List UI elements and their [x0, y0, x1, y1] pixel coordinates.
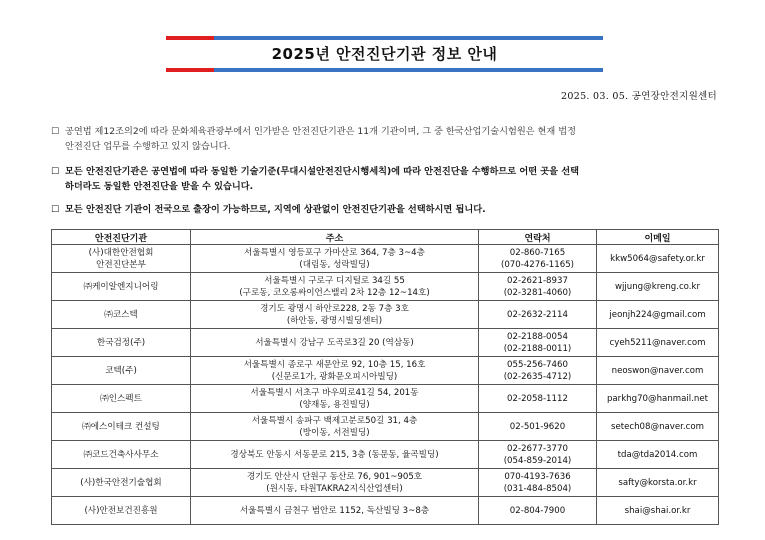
cell-line: 경기도 안산시 단원구 동산로 76, 901~905호 [246, 471, 423, 482]
notice-paragraph-2 [51, 164, 721, 194]
cell-line: (방이동, 서전빌딩) [299, 427, 370, 438]
notice-line: 하더라도 동일한 안전진단을 받을 수 있습니다. [65, 181, 254, 192]
table-row [52, 273, 719, 301]
email-cell [597, 245, 719, 273]
address-cell [191, 329, 479, 357]
title-rule-red-segment [166, 36, 214, 40]
agency-cell [52, 441, 191, 469]
address-cell [191, 497, 479, 525]
cell-line: (054-859-2014) [503, 455, 572, 466]
agency-cell [52, 301, 191, 329]
email-cell [597, 385, 719, 413]
checkbox-bullet-icon: ☐ [51, 166, 60, 177]
cell-line: 02-2058-1112 [507, 393, 568, 404]
checkbox-bullet-icon: ☐ [51, 204, 60, 215]
email-cell [597, 469, 719, 497]
table-header-row [52, 230, 719, 245]
cell-line: (02-3281-4060) [503, 287, 572, 298]
notice-paragraph-1 [51, 124, 721, 154]
cell-line: parkhg70@hanmail.net [606, 393, 709, 404]
cell-line: 경상북도 안동시 서동문로 215, 3층 (동문동, 율곡빌딩) [230, 449, 439, 460]
contact-cell [479, 273, 597, 301]
cell-line: ㈜에스이테크 컨설팅 [82, 421, 160, 432]
notice-paragraph-3 [51, 202, 721, 217]
title-bottom-rule [166, 68, 603, 72]
cell-line: 서울특별시 구로구 디지털로 34길 55 [264, 275, 405, 286]
header-contact: 연락처 [479, 230, 597, 245]
address-cell [191, 245, 479, 273]
address-cell [191, 413, 479, 441]
cell-line: jeonjh224@gmail.com [609, 309, 706, 320]
cell-line: safty@korsta.or.kr [618, 477, 697, 488]
cell-line: neoswon@naver.com [611, 365, 704, 376]
cell-line: cyeh5211@naver.com [609, 337, 706, 348]
title-rule-blue-segment [214, 36, 603, 40]
email-cell [597, 357, 719, 385]
title-rule-blue-segment [214, 68, 603, 72]
cell-line: ㈜코스텍 [104, 309, 138, 320]
agency-cell [52, 329, 191, 357]
notice-line: 안전진단 업무를 수행하고 있지 않습니다. [65, 141, 231, 152]
contact-cell [479, 385, 597, 413]
cell-line: ㈜케이알엔지니어링 [83, 281, 159, 292]
table-row [52, 245, 719, 273]
cell-line: tda@tda2014.com [617, 449, 698, 460]
address-cell [191, 357, 479, 385]
cell-line: (구로동, 코오롱싸이언스밸리 2차 12층 12~14호) [239, 287, 430, 298]
notice-line: 공연법 제12조의2에 따라 문화체육관광부에서 인가받은 안전진단기관은 11개 기관이며, 그 중 한국산업기술시험원은 현재 법정 [65, 126, 576, 137]
cell-line: 코텍(주) [105, 365, 137, 376]
agency-cell [52, 273, 191, 301]
contact-cell [479, 413, 597, 441]
email-cell [597, 273, 719, 301]
email-cell [597, 413, 719, 441]
email-cell [597, 329, 719, 357]
cell-line: 서울특별시 송파구 백제고분로50길 31, 4층 [251, 415, 418, 426]
table-row [52, 469, 719, 497]
agency-table [51, 229, 719, 525]
cell-line: 서울특별시 종로구 새문안로 92, 10층 15, 16호 [243, 359, 426, 370]
cell-line: (원시동, 타원TAKRA2지식산업센터) [266, 483, 403, 494]
cell-line: (하안동, 광명시빌딩센터) [286, 315, 383, 326]
cell-line: (대림동, 성락빌딩) [299, 259, 370, 270]
table-row [52, 441, 719, 469]
cell-line: shai@shai.or.kr [624, 505, 691, 516]
contact-cell [479, 329, 597, 357]
agency-cell [52, 357, 191, 385]
agency-cell [52, 469, 191, 497]
cell-line: 02-860-7165 [509, 247, 566, 258]
cell-line: 서울특별시 영등포구 가마산로 364, 7층 3~4층 [244, 247, 425, 258]
table-row [52, 385, 719, 413]
contact-cell [479, 357, 597, 385]
cell-line: ㈜코드건축사사무소 [83, 449, 159, 460]
agency-cell [52, 245, 191, 273]
email-cell [597, 441, 719, 469]
cell-line: 경기도 광명시 하안로228, 2동 7층 3호 [260, 303, 409, 314]
email-cell [597, 301, 719, 329]
cell-line: wjjung@kreng.co.kr [614, 281, 701, 292]
cell-line: (신문로1가, 광화문오피시아빌딩) [271, 371, 398, 382]
notice-line: 모든 안전진단 기관이 전국으로 출장이 가능하므로, 지역에 상관없이 안전진단기관을 선택하시면 됩니다. [65, 204, 486, 215]
table-row [52, 329, 719, 357]
cell-line: kkw5064@safety.or.kr [610, 253, 705, 264]
notice-line: 모든 안전진단기관은 공연법에 따라 동일한 기술기준(무대시설안전진단시행세칙)에 따라 안전진단을 수행하므로 어떤 곳을 선택 [65, 166, 579, 177]
title-top-rule [166, 36, 603, 40]
cell-line: 서울특별시 서초구 바우뫼로41길 54, 201동 [250, 387, 419, 398]
cell-line: 서울특별시 강남구 도곡로3길 20 (역삼동) [255, 337, 414, 348]
agency-cell [52, 413, 191, 441]
cell-line: 한국검정(주) [96, 337, 146, 348]
header-agency: 안전진단기관 [52, 230, 191, 245]
cell-line: setech08@naver.com [610, 421, 705, 432]
cell-line: (02-2188-0011) [503, 343, 572, 354]
contact-cell [479, 469, 597, 497]
address-cell [191, 469, 479, 497]
checkbox-bullet-icon: ☐ [51, 126, 60, 137]
cell-line: 02-2188-0054 [507, 331, 568, 342]
agency-cell [52, 497, 191, 525]
table-row [52, 301, 719, 329]
cell-line: 070-4193-7636 [504, 471, 571, 482]
agency-cell [52, 385, 191, 413]
cell-line: 055-256-7460 [507, 359, 568, 370]
cell-line: (사)안전보건진흥원 [84, 505, 158, 516]
cell-line: (사)대한안전협회 [88, 247, 154, 258]
address-cell [191, 385, 479, 413]
contact-cell [479, 301, 597, 329]
title-rule-red-segment [166, 68, 214, 72]
page-title: 2025년 안전진단기관 정보 안내 [271, 45, 498, 63]
contact-cell [479, 497, 597, 525]
cell-line: 서울특별시 금천구 범안로 1152, 독산빌딩 3~8층 [239, 505, 430, 516]
contact-cell [479, 245, 597, 273]
address-cell [191, 273, 479, 301]
table-row [52, 413, 719, 441]
cell-line: (사)한국안전기술협회 [80, 477, 162, 488]
header-email: 이메일 [597, 230, 719, 245]
cell-line: (02-2635-4712) [503, 371, 572, 382]
table-row [52, 497, 719, 525]
header-address: 주소 [191, 230, 479, 245]
cell-line: 02-804-7900 [509, 505, 566, 516]
cell-line: ㈜인스펙트 [100, 393, 142, 404]
table-row [52, 357, 719, 385]
email-cell [597, 497, 719, 525]
address-cell [191, 441, 479, 469]
address-cell [191, 301, 479, 329]
cell-line: 02-2632-2114 [507, 309, 568, 320]
issue-date: 2025. 03. 05. 공연장안전지원센터 [561, 91, 717, 102]
cell-line: (031-484-8504) [503, 483, 572, 494]
cell-line: 02-501-9620 [509, 421, 566, 432]
cell-line: (070-4276-1165) [500, 259, 575, 270]
cell-line: 안전진단본부 [96, 259, 146, 270]
cell-line: 02-2677-3770 [507, 443, 568, 454]
cell-line: (양재동, 용진빌딩) [299, 399, 370, 410]
contact-cell [479, 441, 597, 469]
cell-line: 02-2621-8937 [507, 275, 568, 286]
